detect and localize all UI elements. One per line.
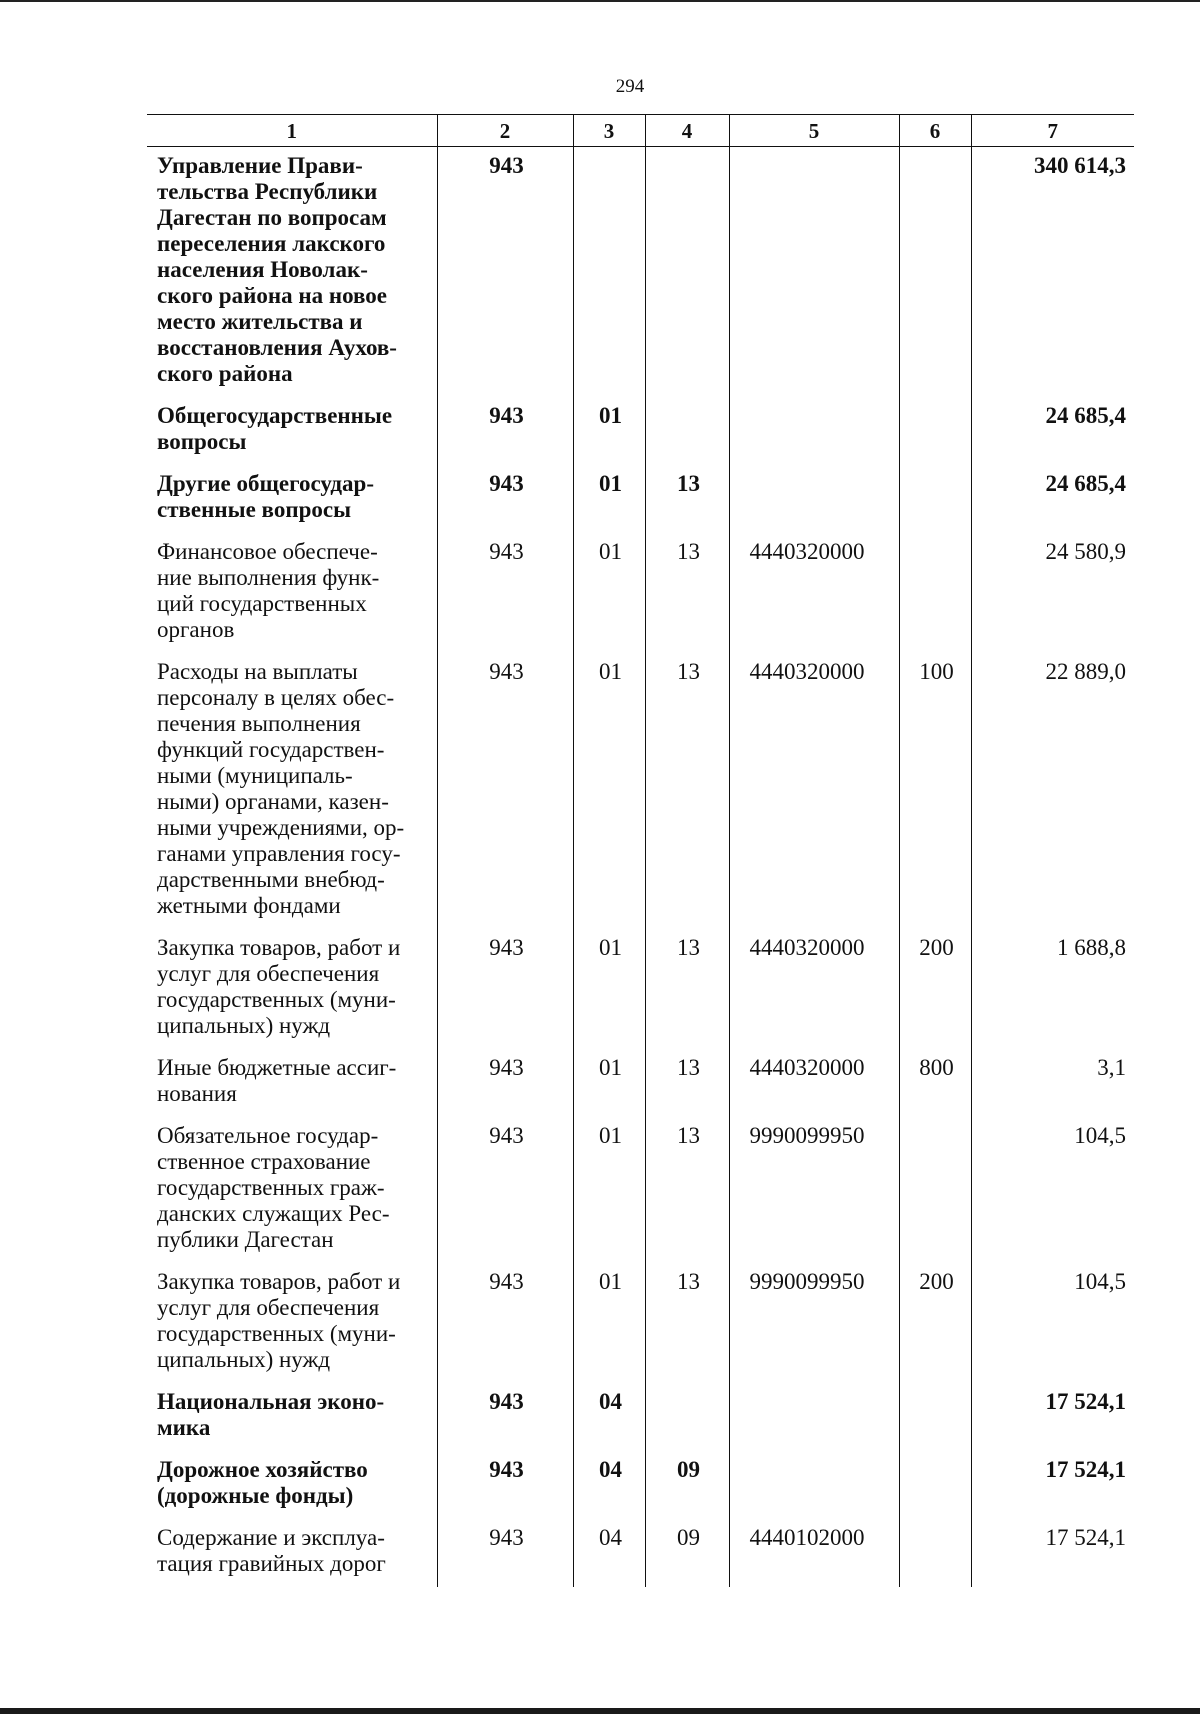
item-name-line: вопросы <box>157 429 247 454</box>
expense-type-cell <box>899 1383 971 1451</box>
item-name-cell <box>147 1519 437 1587</box>
item-name-line: тельства Республики <box>157 179 378 204</box>
item-name-line: ными) органами, казен- <box>157 789 389 814</box>
target-article-cell: 4440102000 <box>729 1519 899 1587</box>
expense-type-cell <box>899 1117 971 1263</box>
column-header-7: 7 <box>971 115 1134 147</box>
section-cell: 01 <box>573 1117 645 1263</box>
item-name-line: ние выполнения функ- <box>157 565 380 590</box>
item-name-line: Другие общегосудар- <box>157 471 375 496</box>
item-name-line: ского района <box>157 361 293 386</box>
ministry-code-cell: 943 <box>437 533 573 653</box>
amount-cell: 3,1 <box>971 1049 1134 1117</box>
item-name-line: переселения лакского <box>157 231 386 256</box>
item-name-line: Закупка товаров, работ и <box>157 935 401 960</box>
item-name-line: Общегосударственные <box>157 403 393 428</box>
section-cell: 01 <box>573 1049 645 1117</box>
expense-type-cell: 200 <box>899 1263 971 1383</box>
item-name-line: ций государственных <box>157 591 367 616</box>
expense-type-cell <box>899 465 971 533</box>
item-name-line: ными учреждениями, ор- <box>157 815 405 840</box>
item-name-line: Дорожное хозяйство <box>157 1457 368 1482</box>
target-article-cell: 4440320000 <box>729 533 899 653</box>
item-name-line: Управление Прави- <box>157 153 363 178</box>
item-name-line: ципальных) нужд <box>157 1013 331 1038</box>
expense-type-cell <box>899 1519 971 1587</box>
item-name-cell <box>147 1117 437 1263</box>
item-name-cell <box>147 929 437 1049</box>
item-name-line: Финансовое обеспече- <box>157 539 378 564</box>
amount-cell: 17 524,1 <box>971 1383 1134 1451</box>
item-name-cell <box>147 147 437 398</box>
table-row <box>147 1049 1134 1117</box>
subsection-cell <box>645 147 729 398</box>
table-row <box>147 1451 1134 1519</box>
amount-cell: 17 524,1 <box>971 1451 1134 1519</box>
column-header-4: 4 <box>645 115 729 147</box>
section-cell: 01 <box>573 533 645 653</box>
target-article-cell: 9990099950 <box>729 1117 899 1263</box>
column-header-3: 3 <box>573 115 645 147</box>
item-name-line: функций государствен- <box>157 737 385 762</box>
amount-cell: 104,5 <box>971 1263 1134 1383</box>
column-header-1: 1 <box>147 115 437 147</box>
item-name-cell <box>147 533 437 653</box>
table-row <box>147 1263 1134 1383</box>
column-header-2: 2 <box>437 115 573 147</box>
table-row <box>147 397 1134 465</box>
item-name-cell <box>147 1049 437 1117</box>
item-name-line: Национальная эконо- <box>157 1389 385 1414</box>
expense-type-cell <box>899 1451 971 1519</box>
item-name-line: ными (муниципаль- <box>157 763 353 788</box>
item-name-cell <box>147 1263 437 1383</box>
item-name-line: мика <box>157 1415 211 1440</box>
ministry-code-cell: 943 <box>437 397 573 465</box>
scan-top-edge <box>0 0 1200 2</box>
item-name-cell <box>147 397 437 465</box>
subsection-cell: 09 <box>645 1519 729 1587</box>
item-name-line: органов <box>157 617 235 642</box>
item-name-line: государственных (муни- <box>157 1321 396 1346</box>
item-name-line: дарственными внебюд- <box>157 867 385 892</box>
scan-bottom-edge <box>0 1708 1200 1714</box>
item-name-line: Дагестан по вопросам <box>157 205 387 230</box>
item-name-line: услуг для обеспечения <box>157 961 380 986</box>
section-cell: 01 <box>573 465 645 533</box>
item-name-line: нования <box>157 1081 237 1106</box>
item-name-cell <box>147 465 437 533</box>
subsection-cell: 09 <box>645 1451 729 1519</box>
item-name-line: ганами управления госу- <box>157 841 401 866</box>
item-name-line: восстановления Аухов- <box>157 335 397 360</box>
header-row <box>147 115 1134 147</box>
item-name-line: место жительства и <box>157 309 363 334</box>
amount-cell: 1 688,8 <box>971 929 1134 1049</box>
table-row <box>147 1383 1134 1451</box>
item-name-line: услуг для обеспечения <box>157 1295 380 1320</box>
subsection-cell: 13 <box>645 533 729 653</box>
page-number: 294 <box>615 76 645 97</box>
amount-cell: 340 614,3 <box>971 147 1134 398</box>
section-cell: 01 <box>573 653 645 929</box>
budget-table <box>147 114 1134 1587</box>
target-article-cell: 4440320000 <box>729 929 899 1049</box>
ministry-code-cell: 943 <box>437 147 573 398</box>
item-name-line: (дорожные фонды) <box>157 1483 354 1508</box>
subsection-cell: 13 <box>645 1049 729 1117</box>
target-article-cell <box>729 1383 899 1451</box>
subsection-cell <box>645 1383 729 1451</box>
ministry-code-cell: 943 <box>437 653 573 929</box>
item-name-line: государственных (муни- <box>157 987 396 1012</box>
section-cell: 01 <box>573 397 645 465</box>
ministry-code-cell: 943 <box>437 1519 573 1587</box>
table-row <box>147 653 1134 929</box>
table-row <box>147 465 1134 533</box>
item-name-line: ственное страхование <box>157 1149 371 1174</box>
target-article-cell: 4440320000 <box>729 653 899 929</box>
item-name-line: населения Новолак- <box>157 257 368 282</box>
table-row <box>147 1519 1134 1587</box>
section-cell: 04 <box>573 1383 645 1451</box>
item-name-line: тация гравийных дорог <box>157 1551 386 1576</box>
ministry-code-cell: 943 <box>437 465 573 533</box>
target-article-cell <box>729 147 899 398</box>
table-row <box>147 929 1134 1049</box>
item-name-line: публики Дагестан <box>157 1227 334 1252</box>
item-name-line: Иные бюджетные ассиг- <box>157 1055 397 1080</box>
target-article-cell <box>729 465 899 533</box>
expense-type-cell: 200 <box>899 929 971 1049</box>
section-cell: 01 <box>573 929 645 1049</box>
section-cell: 01 <box>573 1263 645 1383</box>
section-cell: 04 <box>573 1451 645 1519</box>
amount-cell: 24 685,4 <box>971 465 1134 533</box>
target-article-cell: 9990099950 <box>729 1263 899 1383</box>
subsection-cell: 13 <box>645 929 729 1049</box>
item-name-line: печения выполнения <box>157 711 361 736</box>
expense-type-cell <box>899 533 971 653</box>
item-name-line: Закупка товаров, работ и <box>157 1269 401 1294</box>
target-article-cell <box>729 397 899 465</box>
item-name-line: ского района на новое <box>157 283 387 308</box>
amount-cell: 104,5 <box>971 1117 1134 1263</box>
item-name-cell <box>147 1451 437 1519</box>
item-name-cell <box>147 653 437 929</box>
item-name-line: жетными фондами <box>157 893 341 918</box>
target-article-cell: 4440320000 <box>729 1049 899 1117</box>
expense-type-cell <box>899 147 971 398</box>
section-cell: 04 <box>573 1519 645 1587</box>
item-name-line: персоналу в целях обес- <box>157 685 395 710</box>
amount-cell: 24 685,4 <box>971 397 1134 465</box>
subsection-cell: 13 <box>645 1117 729 1263</box>
ministry-code-cell: 943 <box>437 929 573 1049</box>
subsection-cell: 13 <box>645 465 729 533</box>
subsection-cell <box>645 397 729 465</box>
item-name-cell <box>147 1383 437 1451</box>
amount-cell: 22 889,0 <box>971 653 1134 929</box>
table-row <box>147 147 1134 398</box>
subsection-cell: 13 <box>645 653 729 929</box>
table-body <box>147 147 1134 1588</box>
ministry-code-cell: 943 <box>437 1117 573 1263</box>
expense-type-cell: 800 <box>899 1049 971 1117</box>
ministry-code-cell: 943 <box>437 1451 573 1519</box>
ministry-code-cell: 943 <box>437 1383 573 1451</box>
item-name-line: Обязательное государ- <box>157 1123 379 1148</box>
column-header-6: 6 <box>899 115 971 147</box>
column-header-5: 5 <box>729 115 899 147</box>
ministry-code-cell: 943 <box>437 1049 573 1117</box>
expense-type-cell <box>899 397 971 465</box>
section-cell <box>573 147 645 398</box>
item-name-line: Содержание и эксплуа- <box>157 1525 385 1550</box>
item-name-line: данских служащих Рес- <box>157 1201 390 1226</box>
table-row <box>147 1117 1134 1263</box>
amount-cell: 24 580,9 <box>971 533 1134 653</box>
target-article-cell <box>729 1451 899 1519</box>
expense-type-cell: 100 <box>899 653 971 929</box>
subsection-cell: 13 <box>645 1263 729 1383</box>
item-name-line: ципальных) нужд <box>157 1347 331 1372</box>
ministry-code-cell: 943 <box>437 1263 573 1383</box>
item-name-line: ственные вопросы <box>157 497 352 522</box>
amount-cell: 17 524,1 <box>971 1519 1134 1587</box>
table-row <box>147 533 1134 653</box>
item-name-line: государственных граж- <box>157 1175 385 1200</box>
item-name-line: Расходы на выплаты <box>157 659 358 684</box>
